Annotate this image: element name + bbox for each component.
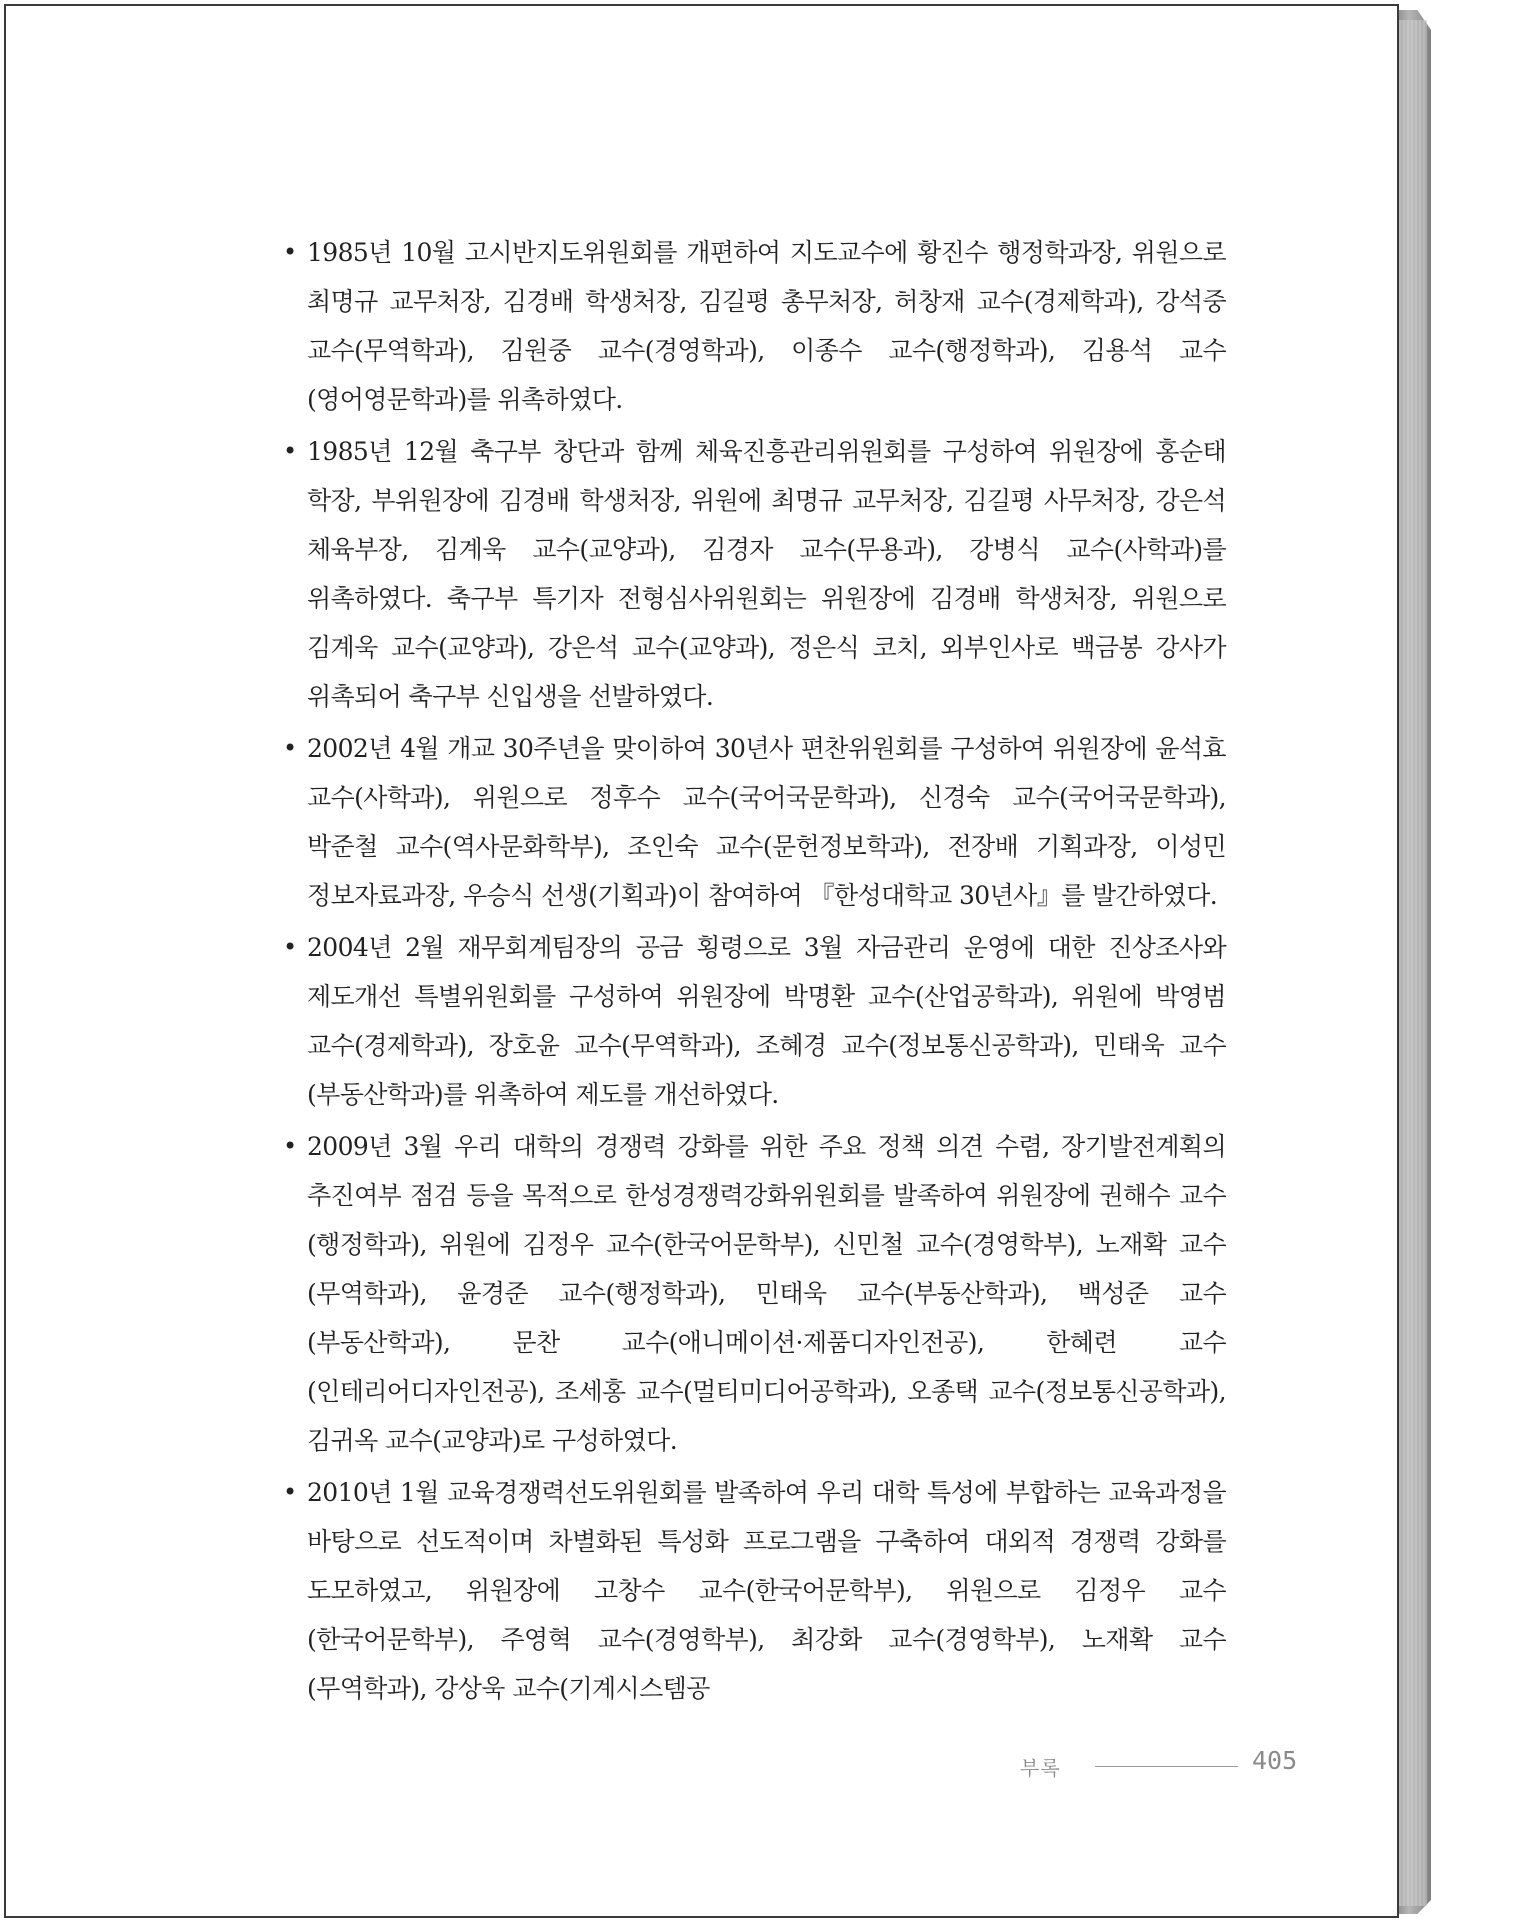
footer-section-label: 부록 (1020, 1756, 1061, 1780)
list-item (283, 1122, 1226, 1465)
list-item (283, 724, 1226, 920)
bullet-icon: • (283, 238, 297, 266)
list-item (283, 427, 1226, 721)
book-page-edge-texture (1399, 20, 1427, 1906)
list-item (283, 228, 1226, 424)
bullet-icon: • (283, 437, 297, 465)
bullet-icon: • (283, 734, 297, 762)
body-text (283, 228, 1226, 1716)
footer-divider (1095, 1766, 1238, 1767)
bullet-icon: • (283, 1478, 297, 1506)
paragraph-text: 2004년 2월 재무회계팀장의 공금 횡령으로 3월 자금관리 운영에 대한 진상조사와 제도개선 특별위원회를 구성하여 위원장에 박명환 교수(산업공학과), 위원에 박영범 교수(경제학과), 장호윤 교수(무역학과), 조혜경 교수(정보통신공학과), 민태욱 교수(부동산학과)를 위촉하여 제도를 개선하였다. (307, 933, 1226, 1109)
paragraph-text: 2010년 1월 교육경쟁력선도위원회를 발족하여 우리 대학 특성에 부합하는 교육과정을 바탕으로 선도적이며 차별화된 특성화 프로그램을 구축하여 대외적 경쟁력 강화를 도모하였고, 위원장에 고창수 교수(한국어문학부), 위원으로 김정우 교수(한국어문학부), 주영혁 교수(경영학부), 최강화 교수(경영학부), 노재확 교수(무역학과), 강상욱 교수(기계시스템공 (307, 1478, 1226, 1703)
paragraph-text: 2002년 4월 개교 30주년을 맞이하여 30년사 편찬위원회를 구성하여 위원장에 윤석효 교수(사학과), 위원으로 정후수 교수(국어국문학과), 신경숙 교수(국어국문학과), 박준철 교수(역사문화학부), 조인숙 교수(문헌정보학과), 전장배 기획과장, 이성민 정보자료과장, 우승식 선생(기획과)이 참여하여 『한성대학교 30년사』를 발간하였다. (307, 734, 1226, 910)
list-item (283, 923, 1226, 1119)
page-number: 405 (1252, 1746, 1298, 1775)
list-item (283, 1468, 1226, 1713)
page-footer (1020, 1744, 1320, 1784)
paragraph-text: 1985년 10월 고시반지도위원회를 개편하여 지도교수에 황진수 행정학과장, 위원으로 최명규 교무처장, 김경배 학생처장, 김길평 총무처장, 허창재 교수(경제학과), 강석중 교수(무역학과), 김원중 교수(경영학과), 이종수 교수(행정학과), 김용석 교수(영어영문학과)를 위촉하였다. (307, 238, 1226, 414)
paragraph-text: 1985년 12월 축구부 창단과 함께 체육진흥관리위원회를 구성하여 위원장에 홍순태 학장, 부위원장에 김경배 학생처장, 위원에 최명규 교무처장, 김길평 사무처장, 강은석 체육부장, 김계욱 교수(교양과), 김경자 교수(무용과), 강병식 교수(사학과)를 위촉하였다. 축구부 특기자 전형심사위원회는 위원장에 김경배 학생처장, 위원으로 김계욱 교수(교양과), 강은석 교수(교양과), 정은식 코치, 외부인사로 백금봉 강사가 위촉되어 축구부 신입생을 선발하였다. (307, 437, 1226, 711)
paragraph-text: 2009년 3월 우리 대학의 경쟁력 강화를 위한 주요 정책 의견 수렴, 장기발전계획의 추진여부 점검 등을 목적으로 한성경쟁력강화위원회를 발족하여 위원장에 권해수 교수(행정학과), 위원에 김정우 교수(한국어문학부), 신민철 교수(경영학부), 노재확 교수(무역학과), 윤경준 교수(행정학과), 민태욱 교수(부동산학과), 백성준 교수(부동산학과), 문찬 교수(애니메이션·제품디자인전공), 한혜련 교수(인테리어디자인전공), 조세홍 교수(멀티미디어공학과), 오종택 교수(정보통신공학과), 김귀옥 교수(교양과)로 구성하였다. (307, 1132, 1226, 1455)
bullet-icon: • (283, 1132, 297, 1160)
bullet-icon: • (283, 933, 297, 961)
